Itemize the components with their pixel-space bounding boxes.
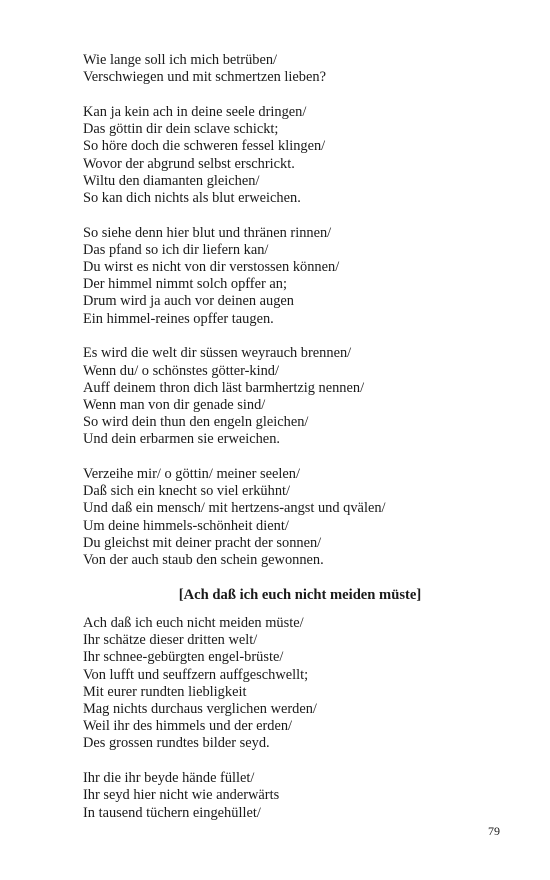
verse-line: Und dein erbarmen sie erweichen. [83,431,280,448]
verse-line: Es wird die welt dir süssen weyrauch brennen/ [83,345,352,362]
poem-part-1 [83,52,503,569]
verse-line: Ihr seyd hier nicht wie anderwärts [83,787,280,804]
verse-line: Verzeihe mir/ o göttin/ meiner seelen/ [83,466,300,483]
poem-part-2 [83,615,503,822]
verse-line: Ihr schätze dieser dritten welt/ [83,632,258,649]
verse-line: In tausend tüchern eingehüllet/ [83,804,261,821]
verse-line: So siehe denn hier blut und thränen rinnen/ [83,224,332,241]
verse-line: Weil ihr des himmels und der erden/ [83,718,293,735]
verse-line: Ein himmel-reines opffer taugen. [83,310,274,327]
stanza [83,345,503,448]
poem-text [83,52,503,839]
verse-line: Wenn man von dir genade sind/ [83,396,266,413]
verse-line: Wie lange soll ich mich betrüben/ [83,52,278,68]
verse-line: Das pfand so ich dir liefern kan/ [83,241,269,258]
verse-line: Wiltu den diamanten gleichen/ [83,172,260,189]
verse-line: Daß sich ein knecht so viel erkühnt/ [83,483,291,500]
verse-line: Der himmel nimmt solch opffer an; [83,276,287,293]
verse-line: Das göttin dir dein sclave schickt; [83,121,279,138]
verse-line: So höre doch die schweren fessel klingen/ [83,138,326,155]
stanza [83,52,503,86]
verse-line: Von lufft und seuffzern auffgeschwellt; [83,666,309,683]
verse-line: Verschwiegen und mit schmertzen lieben? [83,69,326,86]
page-number: 79 [488,824,500,838]
stanza [83,225,503,328]
verse-line: So wird dein thun den engeln gleichen/ [83,414,309,431]
verse-line: Wovor der abgrund selbst erschrickt. [83,155,295,172]
verse-line: Von der auch staub den schein gewonnen. [83,552,324,569]
verse-line: Ihr schnee-gebürgten engel-brüste/ [83,649,284,666]
verse-line: Mag nichts durchaus verglichen werden/ [83,701,317,717]
verse-line: Und daß ein mensch/ mit hertzens-angst und qvälen/ [83,500,386,517]
verse-line: Ihr die ihr beyde hände füllet/ [83,770,255,787]
verse-line: Des grossen rundtes bilder seyd. [83,735,270,752]
verse-line: Ach daß ich euch nicht meiden müste/ [83,614,304,631]
stanza [83,466,503,569]
stanza [83,615,503,753]
verse-line: So kan dich nichts als blut erweichen. [83,189,301,206]
verse-line: Du gleichst mit deiner pracht der sonnen/ [83,534,322,551]
stanza [83,770,503,822]
poem-heading: [Ach daß ich euch nicht meiden müste] [178,586,422,603]
verse-line: Du wirst es nicht von dir verstossen können/ [83,259,340,276]
verse-line: Kan ja kein ach in deine seele dringen/ [83,103,307,120]
verse-line: Wenn du/ o schönstes götter-kind/ [83,362,279,379]
stanza [83,104,503,207]
verse-line: Mit eurer rundten liebligkeit [83,683,247,700]
verse-line: Drum wird ja auch vor deinen augen [83,293,294,310]
verse-line: Auff deinem thron dich läst barmhertzig nennen/ [83,379,365,396]
verse-line: Um deine himmels-schönheit dient/ [83,517,289,534]
